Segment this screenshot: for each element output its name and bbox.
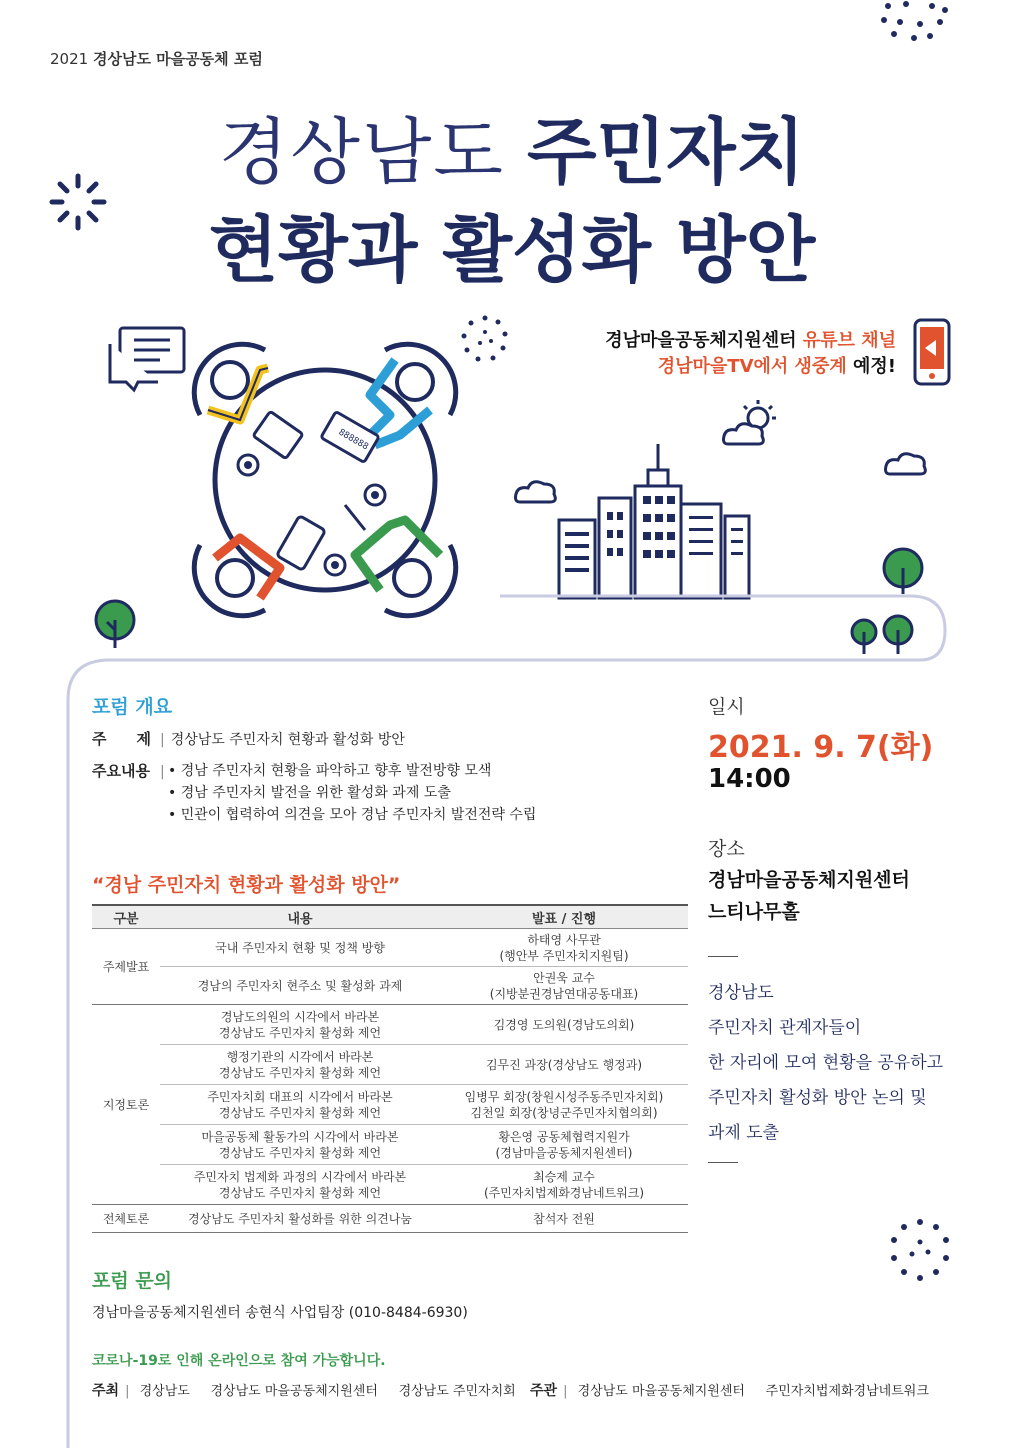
overview-contents: 주요내용 | • 경남 주민자치 현황을 파악하고 향후 발전방향 모색 • 경남 주민자치 발전을 위한 활성화 과제 도출 • 민관이 협력하여 의견을 모아 경남 주민자치 발전전략 수립 [92, 760, 171, 781]
chat-bubble-icon [104, 324, 190, 394]
dots-ring-bottom-icon [888, 1218, 952, 1282]
organizer-label: 주관 [530, 1383, 558, 1399]
table-row: 행정기관의 시각에서 바라본 경상남도 주민자치 활성화 제언 김무진 과장(경상남도 행정과) [92, 1045, 688, 1085]
venue: 경남마을공동체지원센터 느티나무홀 [708, 869, 910, 923]
table-row: 전체토론 경상남도 주민자치 활성화를 위한 의견나눔 참석자 전원 [92, 1205, 688, 1233]
program-table [92, 904, 688, 1233]
yt-line2-b: 예정! [853, 356, 896, 377]
tree-icon-right [880, 546, 926, 596]
phone-play-icon [912, 318, 952, 386]
host: 경상남도 주민자치회 [398, 1384, 516, 1399]
title-light: 경상남도 [218, 110, 505, 194]
overview-topic-row: 주 제 | 경상남도 주민자치 현황과 활성화 방안 [92, 730, 405, 748]
host: 경상남도 [139, 1384, 190, 1399]
tree-icon [92, 598, 138, 650]
divider [708, 1162, 738, 1163]
content-item: • 민관이 협력하여 의견을 모아 경남 주민자치 발전전략 수립 [168, 807, 537, 823]
small-trees-icon [850, 614, 920, 660]
table-row: 주제발표 국내 주민자치 현황 및 정책 방향 하태영 사무관 (행안부 주민자치지원팀) [92, 929, 688, 967]
organizer: 경상남도 마을공동체지원센터 [577, 1384, 745, 1399]
title-bold: 주민자치 [527, 110, 806, 194]
yt-line1-a: 경남마을공동체지원센터 [605, 330, 797, 351]
yt-line2-a: 경남마을TV에서 생중계 [657, 356, 847, 377]
header-label [50, 48, 263, 69]
burst-icon [48, 172, 108, 232]
topic-label: 주 제 [92, 730, 151, 748]
topic-value: 경상남도 주민자치 현황과 활성화 방안 [170, 732, 405, 748]
footer-organizers: 주관 | 경상남도 마을공동체지원센터 주민자치법제화경남네트워크 [530, 1383, 929, 1399]
dots-decoration-top-icon [870, 0, 960, 50]
table-header: 구분 내용 발표 / 진행 [92, 905, 688, 929]
meeting-table-illustration [190, 340, 460, 620]
dots-ring-icon [460, 314, 510, 364]
youtube-notice [605, 328, 896, 380]
table-row: 마을공동체 활동가의 시각에서 바라본 경상남도 주민자치 활성화 제언 황은영 공동체협력지원가 (경남마을공동체지원센터) [92, 1125, 688, 1165]
table-row: 경남의 주민자치 현주소 및 활성화 과제 안권욱 교수 (지방분권경남연대공동대표) [92, 967, 688, 1005]
content-item: • 경남 주민자치 현황을 파악하고 향후 발전방향 모색 [168, 763, 492, 779]
program-heading: “경남 주민자치 현황과 활성화 방안” [92, 874, 401, 896]
table-row: 지정토론 경남도의원의 시각에서 바라본 경상남도 주민자치 활성화 제언 김경영 도의원(경남도의회) [92, 1005, 688, 1045]
content-label: 주요내용 [92, 762, 150, 780]
forum-description: 경상남도 주민자치 관계자들이 한 자리에 모여 현황을 공유하고 주민자치 활성화 방안 논의 및 과제 도출 [708, 983, 944, 1143]
cloud-icon [884, 448, 934, 478]
host-label: 주최 [92, 1383, 120, 1399]
table-row: 주민자치 법제화 과정의 시각에서 바라본 경상남도 주민자치 활성화 제언 최승제 교수 (주민자치법제화경남네트워크) [92, 1165, 688, 1205]
main-title-line2: 현황과 활성화 방안 [208, 208, 816, 292]
place-label: 장소 [708, 838, 745, 860]
content-item: • 경남 주민자치 발전을 위한 활성화 과제 도출 [168, 785, 451, 801]
date-value: 2021. 9. 7(화) [708, 730, 934, 765]
footer-hosts: 주최 | 경상남도 경상남도 마을공동체지원센터 경상남도 주민자치회 [92, 1383, 516, 1399]
host: 경상남도 마을공동체지원센터 [210, 1384, 378, 1399]
header-year: 2021 [50, 50, 89, 68]
overview-heading: 포럼 개요 [92, 696, 173, 718]
yt-line1-b: 유튜브 채널 [802, 330, 896, 351]
inquiry-heading: 포럼 문의 [92, 1270, 173, 1292]
time-value: 14:00 [708, 764, 791, 794]
date-label: 일시 [708, 696, 745, 718]
laptop-keys: 888888 [336, 427, 370, 453]
divider [708, 956, 738, 957]
organizer: 주민자치법제화경남네트워크 [765, 1384, 929, 1399]
inquiry-contact: 경남마을공동체지원센터 송현식 사업팀장 (010-8484-6930) [92, 1305, 468, 1321]
online-notice: 코로나-19로 인해 온라인으로 참여 가능합니다. [92, 1353, 386, 1369]
main-title-line1 [0, 112, 1024, 192]
header-event-name: 경상남도 마을공동체 포럼 [92, 50, 263, 68]
city-buildings-illustration [555, 440, 755, 600]
table-row: 주민자치회 대표의 시각에서 바라본 경상남도 주민자치 활성화 제언 임병무 회장(창원시성주동주민자치회) 김천일 회장(창녕군주민자치협의회) [92, 1085, 688, 1125]
